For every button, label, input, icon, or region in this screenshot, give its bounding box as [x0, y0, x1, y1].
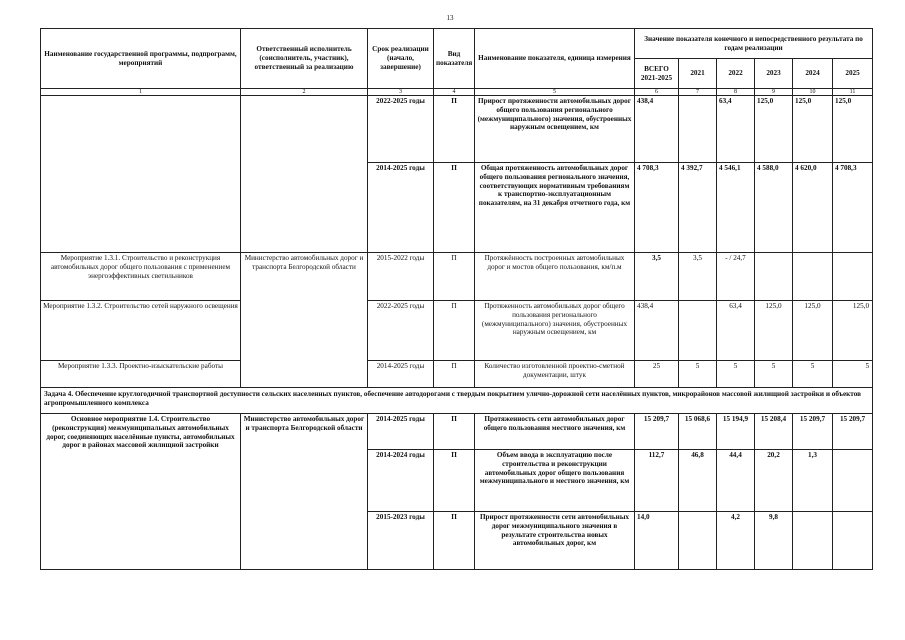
- value-2023: 4 588,0: [755, 163, 793, 253]
- value-total: 14,0: [635, 512, 679, 570]
- value-2022: 63,4: [717, 96, 755, 163]
- value-2022: 44,4: [717, 450, 755, 512]
- header-year-2025: 2025: [833, 59, 873, 89]
- header-year-2023: 2023: [755, 59, 793, 89]
- type-cell: П: [434, 163, 475, 253]
- col-number: 1: [41, 89, 241, 96]
- value-2024: [793, 512, 833, 570]
- type-cell: П: [434, 450, 475, 512]
- header-total: ВСЕГО 2021-2025: [635, 59, 679, 89]
- value-2025: 15 209,7: [833, 414, 873, 450]
- main-measure-name: Основное мероприятие 1.4. Строительство (реконструкция) межмуниципальных автомобильных дорог, соединяющих населённые пункты, автомобильных дорог в районах массовой жилищной застройки: [41, 414, 241, 570]
- responsible-cell-empty: [241, 96, 368, 253]
- value-2021: 5: [679, 361, 717, 388]
- value-total: 15 209,7: [635, 414, 679, 450]
- period-cell: 2014-2025 годы: [368, 163, 434, 253]
- col-number: 6: [635, 89, 679, 96]
- responsible-cell: Министерство автомобильных дорог и транспорта Белгородской области: [241, 253, 368, 388]
- period-cell: 2022-2025 годы: [368, 301, 434, 361]
- value-2021: [679, 301, 717, 361]
- value-2022: 63,4: [717, 301, 755, 361]
- header-period: Срок реализации (начало, завершение): [368, 29, 434, 89]
- task-4-heading: Задача 4. Обеспечение круглогодичной транспортной доступности сельских населенных пунктов, обеспечение автодорогами с твердым покрытием улично-дорожной сети населённых пунктов, микрорайонов массовой жилищной застройки и объектов агропромышленного комплекса: [41, 388, 873, 414]
- type-cell: П: [434, 512, 475, 570]
- value-2023: 20,2: [755, 450, 793, 512]
- value-2023: 125,0: [755, 301, 793, 361]
- value-2025: 4 708,3: [833, 163, 873, 253]
- period-cell: 2015-2023 годы: [368, 512, 434, 570]
- value-2024: 1,3: [793, 450, 833, 512]
- indicator-cell: Количество изготовленной проектно-сметной документации, штук: [475, 361, 635, 388]
- value-2021: 46,8: [679, 450, 717, 512]
- type-cell: П: [434, 361, 475, 388]
- period-cell: 2014-2025 годы: [368, 414, 434, 450]
- measure-name: Мероприятие 1.3.1. Строительство и реконструкция автомобильных дорог общего пользования с применением энергоэффективных светильников: [41, 253, 241, 301]
- period-cell: 2014-2025 годы: [368, 361, 434, 388]
- value-2023: 5: [755, 361, 793, 388]
- col-number: 9: [755, 89, 793, 96]
- value-total: 438,4: [635, 301, 679, 361]
- header-type: Вид показателя: [434, 29, 475, 89]
- measure-name: Мероприятие 1.3.2. Строительство сетей наружного освещения: [41, 301, 241, 361]
- header-year-2024: 2024: [793, 59, 833, 89]
- value-2025: [833, 512, 873, 570]
- header-year-2021: 2021: [679, 59, 717, 89]
- value-2022: 5: [717, 361, 755, 388]
- value-2021: 15 068,6: [679, 414, 717, 450]
- value-2022: 15 194,9: [717, 414, 755, 450]
- indicator-cell: Протяженность автомобильных дорог общего пользования регионального (межмуниципального) значения, обустроенных наружным освещением, км: [475, 301, 635, 361]
- page-number: 13: [446, 14, 454, 22]
- program-cell-empty: [41, 96, 241, 253]
- responsible-cell: Министерство автомобильных дорог и транспорта Белгородской области: [241, 414, 368, 570]
- value-2025: [833, 253, 873, 301]
- indicator-table: [40, 28, 873, 570]
- value-2022: - / 24,7: [717, 253, 755, 301]
- header-year-2022: 2022: [717, 59, 755, 89]
- value-2024: 125,0: [793, 301, 833, 361]
- value-2025: 5: [833, 361, 873, 388]
- measure-name: Мероприятие 1.3.3. Проектно-изыскательские работы: [41, 361, 241, 388]
- col-number: 11: [833, 89, 873, 96]
- header-indicator: Наименование показателя, единица измерения: [475, 29, 635, 89]
- value-2024: 15 209,7: [793, 414, 833, 450]
- period-cell: 2015-2022 годы: [368, 253, 434, 301]
- col-number: 8: [717, 89, 755, 96]
- value-2021: 3,5: [679, 253, 717, 301]
- value-total: 4 708,3: [635, 163, 679, 253]
- indicator-cell: Прирост протяженности автомобильных дорог общего пользования регионального (межмуниципального) значения, обустроенных наружным освещением, км: [475, 96, 635, 163]
- value-2024: [793, 253, 833, 301]
- type-cell: П: [434, 253, 475, 301]
- value-2021: 4 392,7: [679, 163, 717, 253]
- indicator-cell: Общая протяженность автомобильных дорог общего пользования регионального значения, соответствующих нормативным требованиям к транспортно-эксплуатационным показателям, на 31 декабря отчетного года, км: [475, 163, 635, 253]
- col-number: 3: [368, 89, 434, 96]
- col-number: 10: [793, 89, 833, 96]
- col-number: 2: [241, 89, 368, 96]
- value-2024: 5: [793, 361, 833, 388]
- period-cell: 2014-2024 годы: [368, 450, 434, 512]
- indicator-cell: Протяженность сети автомобильных дорог общего пользования местного значения, км: [475, 414, 635, 450]
- value-total: 3,5: [635, 253, 679, 301]
- value-2023: 125,0: [755, 96, 793, 163]
- value-2021: [679, 512, 717, 570]
- indicator-cell: Прирост протяженности сети автомобильных дорог межмуниципального значения в результате строительства новых автомобильных дорог, км: [475, 512, 635, 570]
- indicator-cell: Объем ввода в эксплуатацию после строительства и реконструкции автомобильных дорог общего пользования межмуниципального и местного значения, км: [475, 450, 635, 512]
- header-program: Наименование государственной программы, подпрограмм, мероприятий: [41, 29, 241, 89]
- value-2022: 4,2: [717, 512, 755, 570]
- indicator-cell: Протяжённость построенных автомобильных дорог и мостов общего пользования, км/п.м: [475, 253, 635, 301]
- col-number: 5: [475, 89, 635, 96]
- value-total: 112,7: [635, 450, 679, 512]
- header-responsible: Ответственный исполнитель (соисполнитель, участник), ответственный за реализацию: [241, 29, 368, 89]
- col-number: 7: [679, 89, 717, 96]
- type-cell: П: [434, 96, 475, 163]
- header-values: Значение показателя конечного и непосредственного результата по годам реализации: [635, 29, 873, 59]
- value-2023: 9,8: [755, 512, 793, 570]
- value-2023: 15 208,4: [755, 414, 793, 450]
- value-total: 25: [635, 361, 679, 388]
- period-cell: 2022-2025 годы: [368, 96, 434, 163]
- value-2021: [679, 96, 717, 163]
- value-2025: [833, 450, 873, 512]
- col-number: 4: [434, 89, 475, 96]
- value-total: 438,4: [635, 96, 679, 163]
- value-2023: [755, 253, 793, 301]
- value-2025: 125,0: [833, 96, 873, 163]
- type-cell: П: [434, 301, 475, 361]
- value-2025: 125,0: [833, 301, 873, 361]
- type-cell: П: [434, 414, 475, 450]
- value-2022: 4 546,1: [717, 163, 755, 253]
- value-2024: 4 620,0: [793, 163, 833, 253]
- value-2024: 125,0: [793, 96, 833, 163]
